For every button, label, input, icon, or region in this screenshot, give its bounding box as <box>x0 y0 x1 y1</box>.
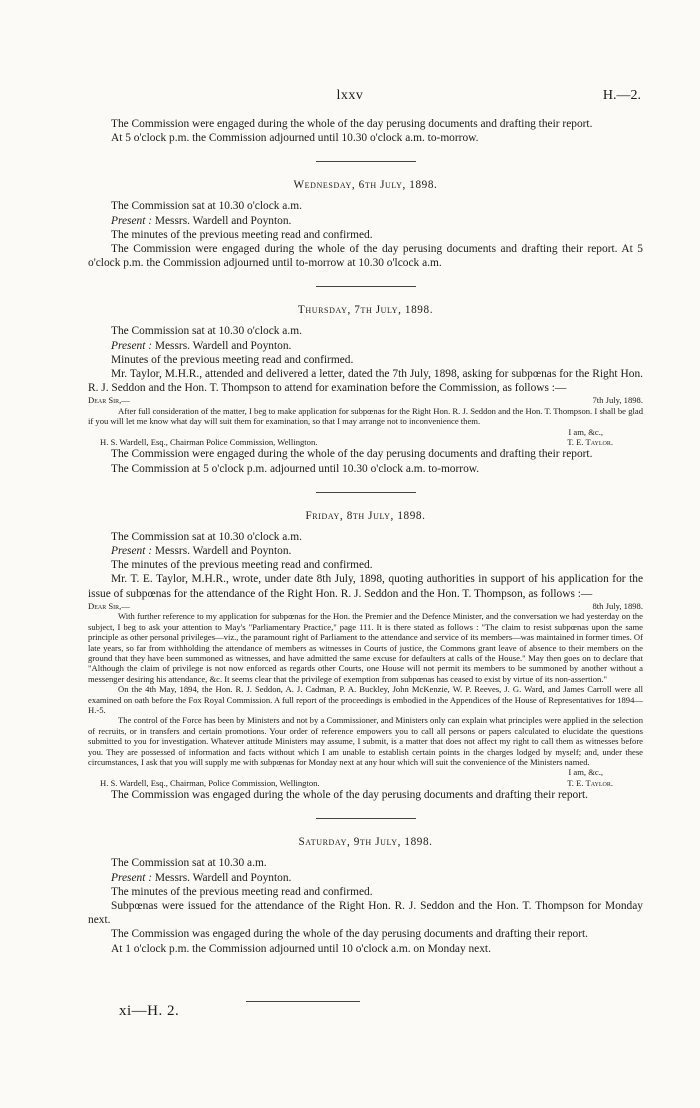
sat-line: The Commission sat at 10.30 o'clock a.m. <box>111 325 302 338</box>
letter-body: With further reference to my application for subpœnas for the Hon. the Premier and the Defence Minister, and the conversation we had yesterday on the subject, I beg to ask your attention to May's "Parliamentary Practice," page 111. It is there stated as follows : "The claim to resist subpœnas upon the same principle as other personal privileges—viz., the paramount right of Parliament to the attendance and service of its members—was maintained in former times. Of late years, so far from withholding the attendance of members as witnesses in Courts of justice, the Commons grant leave of absence to their members on the ground that they have been summoned as witnesses, and have admitted the same excuse for defaulters at calls of the House." May then goes on to declare that "Although the claim of privilege is not now enforced as regards other Courts, one House will not permit its members to be summoned by another without a messenger desiring his attendance, &c. It seems clear that the privilege of exemption from subpœnas has ceased to exist by virtue of its non-assertion." <box>88 611 643 684</box>
letter-footer-row <box>88 778 643 788</box>
present-members: Messrs. Wardell and Poynton. <box>154 545 292 558</box>
section-divider <box>316 286 416 287</box>
letter-heading-row <box>88 601 643 611</box>
page-body <box>88 117 643 956</box>
present-label: Present : <box>111 214 153 227</box>
document-reference: H.—2. <box>602 88 641 103</box>
proceedings-paragraph: The Commission were engaged during the whole of the day perusing documents and drafting their report. At 5 o'clock p.m. the Commission adjourned until to-morrow at 10.30 o'lcock a.m. <box>88 243 643 270</box>
proceedings-paragraph: Mr. T. E. Taylor, M.H.R., wrote, under date 8th July, 1898, quoting authorities in support of his application for the issue of subpœnas for the attendance of the Right Hon. R. J. Seddon and the Hon. T. Thompson, as follows :— <box>88 573 643 600</box>
page-header <box>0 88 700 108</box>
letter-addressee: H. S. Wardell, Esq., Chairman Police Commission, Wellington. <box>100 437 318 448</box>
section-heading-saturday: Saturday, 9th July, 1898. <box>298 836 433 849</box>
present-line <box>88 339 643 353</box>
letter-closing: I am, &c., <box>568 426 603 437</box>
section-heading-friday: Friday, 8th July, 1898. <box>305 509 426 522</box>
section-divider <box>316 492 416 493</box>
intro-paragraph-1: The Commission were engaged during the whole of the day perusing documents and drafting their report. <box>111 118 593 130</box>
section-heading-thursday: Thursday, 7th July, 1898. <box>297 304 434 317</box>
present-members: Messrs. Wardell and Poynton. <box>154 214 292 227</box>
proceedings-paragraph: The Commission were engaged during the whole of the day perusing documents and drafting their report. <box>111 448 593 461</box>
section-divider <box>316 818 416 819</box>
letter-salutation: Dear Sir,— <box>88 600 130 611</box>
minutes-line: The minutes of the previous meeting read and confirmed. <box>111 559 373 572</box>
present-label: Present : <box>111 545 153 558</box>
adjourn-line: At 1 o'clock p.m. the Commission adjourned until 10 o'clock a.m. on Monday next. <box>111 942 491 955</box>
letter-closing: I am, &c., <box>568 767 603 778</box>
letter-body: After full consideration of the matter, I beg to make application for subpœnas for the Right Hon. R. J. Seddon and the Hon. T. Thompson. I shall be glad if you will let me know what day will suit them for examination, so that I may arrange not to inconvenience them. <box>88 405 643 427</box>
letter-salutation: Dear Sir,— <box>88 395 130 406</box>
sat-line: The Commission sat at 10.30 o'clock a.m. <box>111 530 302 543</box>
minutes-line: The minutes of the previous meeting read and confirmed. <box>111 885 373 898</box>
section-divider <box>316 161 416 162</box>
minutes-line: Minutes of the previous meeting read and confirmed. <box>111 353 354 366</box>
present-members: Messrs. Wardell and Poynton. <box>154 871 292 884</box>
letter-body: The control of the Force has been by Ministers and not by a Commissioner, and Ministers only can explain what principles were applied in the selection of recruits, or in transfers and certain promotions. Your order of reference empowers you to call all persons or papers calculated to elucidate the questions submitted to you for investigation. Whatever attitude Ministers may assume, I submit, is a matter that does not affect my right to call them as witnesses before you. They are possessed of information and facts without which I am unable to establish certain points in the charges lodged by myself; and, under these circumstances, I ask that you will supply me with subpœnas for Monday next at any hour which will suit the convenience of the Ministers named. <box>88 715 643 767</box>
intro-paragraph-2: At 5 o'clock p.m. the Commission adjourned until 10.30 o'clock a.m. to-morrow. <box>111 132 479 145</box>
footer-rule <box>246 1001 360 1002</box>
letter-addressee: H. S. Wardell, Esq., Chairman, Police Commission, Wellington. <box>100 777 320 788</box>
proceedings-paragraph: Subpœnas were issued for the attendance of the Right Hon. R. J. Seddon and the Hon. T. Thompson for Monday next. <box>88 900 643 927</box>
letter-signature: T. E. Taylor. <box>567 437 613 448</box>
minutes-line: The minutes of the previous meeting read and confirmed. <box>111 228 373 241</box>
sat-line: The Commission sat at 10.30 o'clock a.m. <box>111 200 302 213</box>
signature-mark: xi—H. 2. <box>119 1003 180 1019</box>
present-line <box>88 871 643 885</box>
present-line <box>88 214 643 228</box>
letter-footer-row <box>88 437 643 447</box>
present-line <box>88 544 643 558</box>
letter-date: 8th July, 1898. <box>592 600 643 611</box>
proceedings-paragraph: The Commission was engaged during the whole of the day perusing documents and drafting their report. <box>111 789 589 802</box>
present-label: Present : <box>111 871 153 884</box>
sat-line: The Commission sat at 10.30 a.m. <box>111 857 267 870</box>
proceedings-paragraph: Mr. Taylor, M.H.R., attended and delivered a letter, dated the 7th July, 1898, asking for subpœnas for the Right Hon. R. J. Seddon and the Hon. T. Thompson to attend for examination before the Commission, as follows :— <box>88 368 643 395</box>
section-heading-wednesday: Wednesday, 6th July, 1898. <box>293 179 438 192</box>
letter-heading-row <box>88 395 643 405</box>
letter-date: 7th July, 1898. <box>592 395 643 406</box>
adjourn-line: The Commission at 5 o'clock p.m. adjourned until 10.30 o'clock a.m. to-morrow. <box>111 462 480 475</box>
letter-body: On the 4th May, 1894, the Hon. R. J. Seddon, A. J. Cadman, P. A. Buckley, John McKenzie, W. P. Reeves, J. G. Ward, and James Carroll were all examined on oath before the Fox Royal Commission. A full report of the proceedings is embodied in the Appendices of the House of Representatives for 1894—H.-5. <box>88 684 643 715</box>
page-number: lxxv <box>336 88 364 103</box>
proceedings-paragraph: The Commission was engaged during the whole of the day perusing documents and drafting their report. <box>111 928 589 941</box>
letter-signature: T. E. Taylor. <box>567 777 613 788</box>
present-label: Present : <box>111 339 153 352</box>
present-members: Messrs. Wardell and Poynton. <box>154 339 292 352</box>
